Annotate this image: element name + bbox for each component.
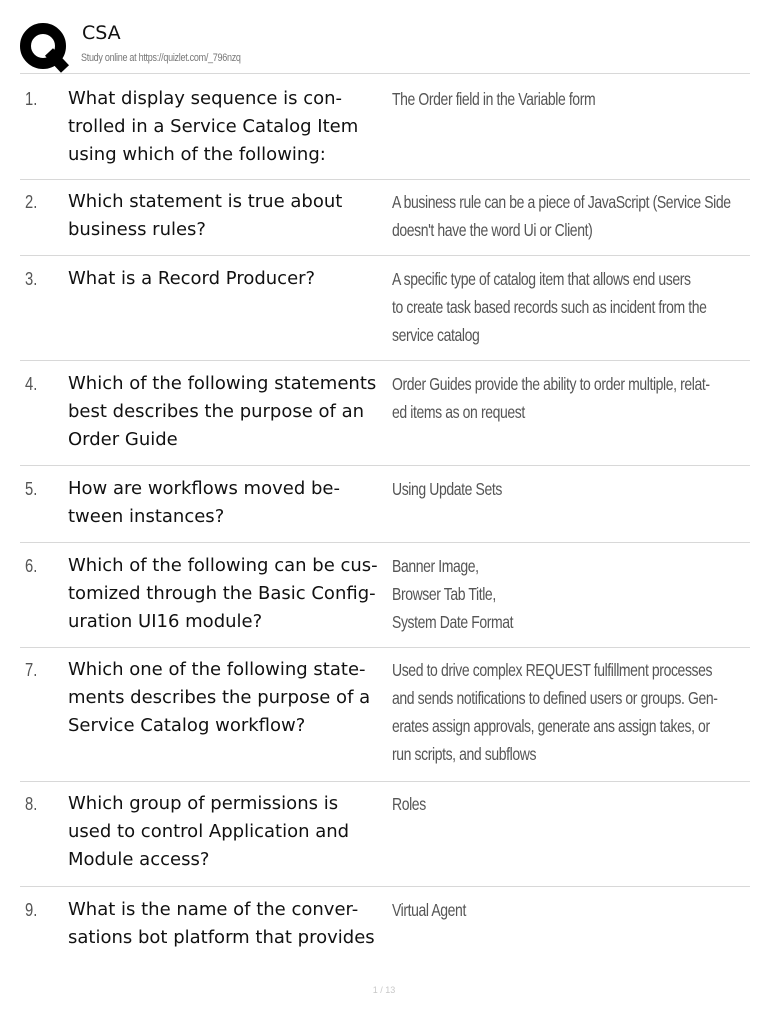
card-definition: Banner Image, Browser Tab Title, System Date Format <box>392 556 514 632</box>
card-definition: Order Guides provide the ability to order multiple, relat- ed items as on request <box>392 374 710 422</box>
divider <box>20 73 750 74</box>
card-term: Which statement is true about business rules? <box>68 191 343 240</box>
divider <box>20 179 750 180</box>
card-number: 6. <box>25 556 38 576</box>
card-term: Which of the following can be cus- tomized through the Basic Config- uration UI16 module? <box>68 555 378 632</box>
card-term: Which of the following statements best describes the purpose of an Order Guide <box>68 373 377 450</box>
card-number: 2. <box>25 192 38 212</box>
study-online-link[interactable]: Study online at https://quizlet.com/_796nzq <box>81 52 241 64</box>
divider <box>20 542 750 543</box>
card-number: 5. <box>25 479 38 499</box>
card-definition: Virtual Agent <box>392 900 466 920</box>
card-definition: The Order field in the Variable form <box>392 89 596 109</box>
card-number: 4. <box>25 374 38 394</box>
card-term: What display sequence is con- trolled in a Service Catalog Item using which of the following: <box>68 88 359 165</box>
card-definition: A business rule can be a piece of JavaScript (Service Side doesn't have the word Ui or Client) <box>392 192 731 240</box>
card-number: 1. <box>25 89 38 109</box>
page-indicator: 1 / 13 <box>372 985 396 995</box>
divider <box>20 360 750 361</box>
card-term: What is the name of the conver- sations bot platform that provides <box>68 899 375 948</box>
divider <box>20 647 750 648</box>
card-term: Which one of the following state- ments describes the purpose of a Service Catalog workflow? <box>68 659 371 736</box>
divider <box>20 255 750 256</box>
divider <box>20 781 750 782</box>
card-definition: A specific type of catalog item that allows end users to create task based records such as incident from the service catalog <box>392 269 707 345</box>
deck-title: CSA <box>82 22 121 44</box>
divider <box>20 886 750 887</box>
card-number: 8. <box>25 794 38 814</box>
card-term: What is a Record Producer? <box>68 268 316 289</box>
card-definition: Used to drive complex REQUEST fulfillment processes and sends notifications to defined users or groups. Gen- erates assign approvals, generate ans assign takes, or run scripts, and subflows <box>392 660 718 764</box>
card-term: How are workflows moved be- tween instances? <box>68 478 340 527</box>
page-header <box>0 0 768 76</box>
card-term: Which group of permissions is used to control Application and Module access? <box>68 793 350 870</box>
card-definition: Roles <box>392 794 426 814</box>
divider <box>20 465 750 466</box>
card-number: 3. <box>25 269 38 289</box>
card-number: 7. <box>25 660 38 680</box>
card-definition: Using Update Sets <box>392 479 502 499</box>
quizlet-logo-icon <box>18 21 70 73</box>
card-number: 9. <box>25 900 38 920</box>
